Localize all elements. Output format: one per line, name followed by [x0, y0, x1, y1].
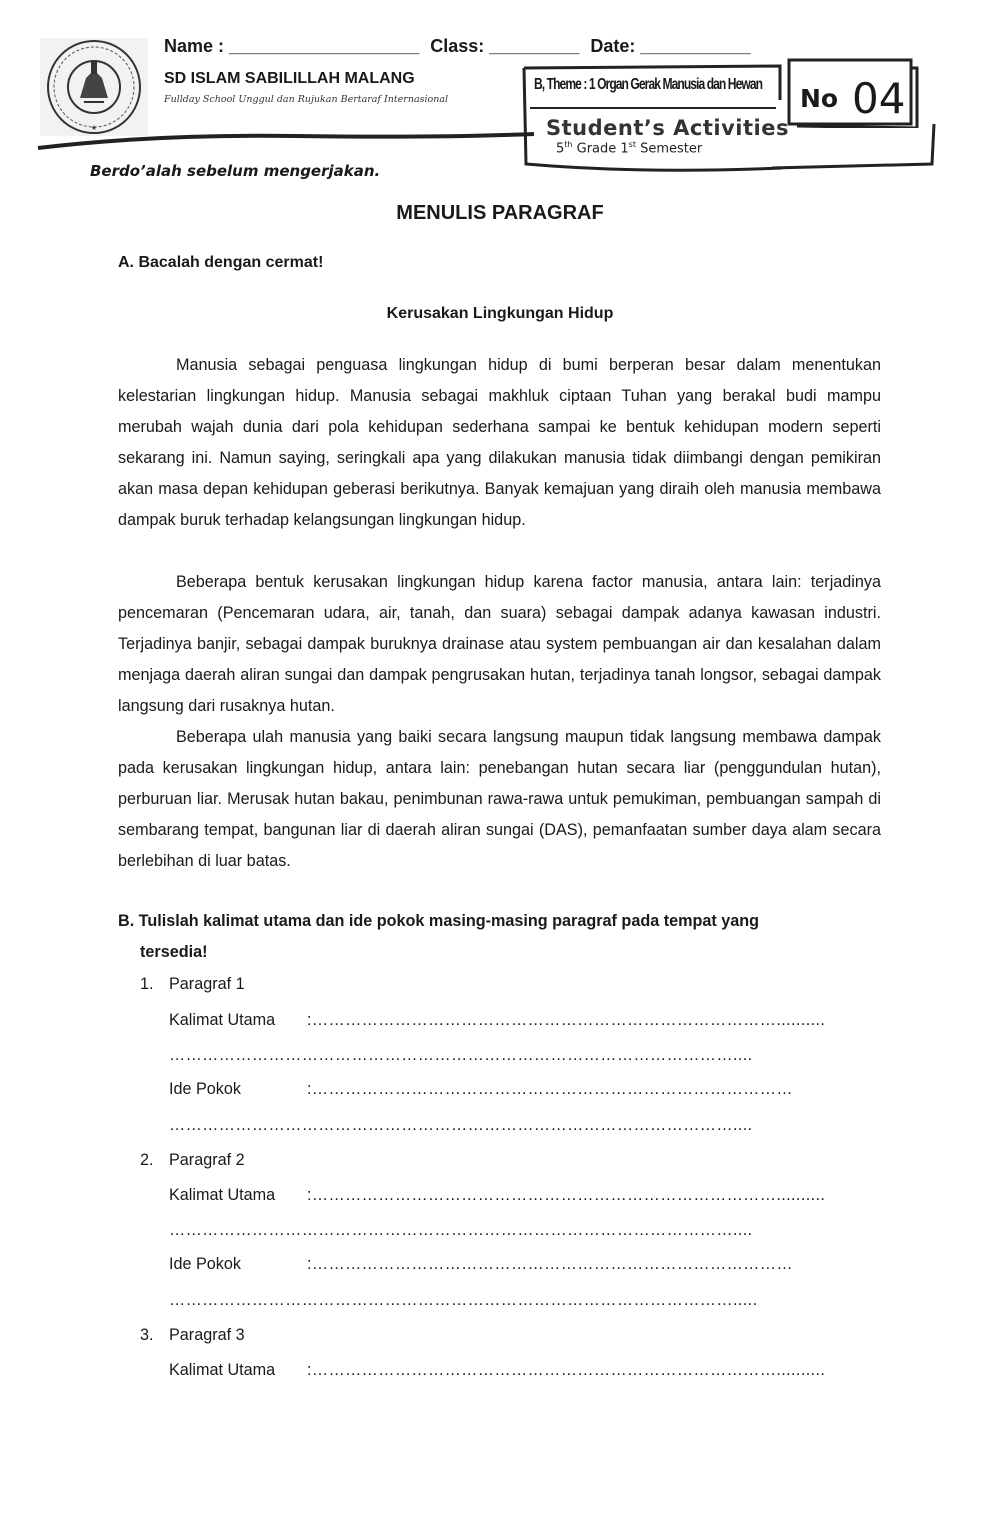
- student-info-row: [164, 36, 751, 57]
- grade-text: Grade 1: [572, 141, 629, 157]
- ide-pokok-answer-line[interactable]: :……………………………………………………………………………: [307, 1080, 793, 1098]
- item-number: 2.: [140, 1151, 154, 1169]
- school-seal: [40, 38, 148, 136]
- number-value: 04: [852, 74, 906, 123]
- school-tagline: Fullday School Unggul dan Rujukan Bertaraf Internasional: [164, 94, 449, 105]
- item-label: Paragraf 3: [169, 1326, 245, 1344]
- kalimat-utama-answer-line[interactable]: :…………………………………………………………………………..........: [307, 1186, 826, 1204]
- grade-number: 5: [556, 141, 565, 157]
- item-number: 1.: [140, 975, 154, 993]
- svg-text:★: ★: [90, 124, 98, 132]
- theme-title: B, Theme : 1 Organ Gerak Manusia dan Hewan: [534, 76, 763, 93]
- reading-paragraph-2: Beberapa bentuk kerusakan lingkungan hidup karena factor manusia, antara lain: terjadinya pencemaran (Pencemaran udara, air, tanah, dan suara) sebagai dampak adanya kawasan industri. Terjadinya banjir, sebagai dampak buruknya drainase atau system pembuangan air dan kesalahan dalam menjaga daerah aliran sungai dan dampak pengrusakan hutan, terjadinya tanah longsor, sebagai dampak langsung dari rusaknya hutan.: [118, 573, 881, 715]
- number-label: No: [800, 84, 839, 113]
- kalimat-utama-answer-line[interactable]: :…………………………………………………………………………..........: [307, 1011, 826, 1029]
- reading-paragraph-1: Manusia sebagai penguasa lingkungan hidup di bumi berperan besar dalam menentukan kelestarian lingkungan hidup. Manusia sebagai makhluk ciptaan Tuhan yang berakal budi mampu merubah wajah dunia dari pola kehidupan sederhana sampai ke bentuk kehidupan modern seperti sekarang ini. Namun saying, seringkali apa yang dilakukan manusia tidak diimbangi dengan pemikiran akan masa depan kehidupan geberasi berikutnya. Banyak kemajuan yang diraih oleh manusia membawa dampak buruk terhadap kelangsungan lingkungan hidup.: [118, 356, 881, 529]
- ide-pokok-continuation-line[interactable]: ………………………………………………………………………………………….....: [169, 1291, 758, 1309]
- ide-pokok-label: Ide Pokok: [169, 1080, 241, 1098]
- semester-text: Semester: [635, 141, 703, 157]
- school-name: SD ISLAM SABILILLAH MALANG: [164, 70, 415, 87]
- kalimat-utama-continuation-line[interactable]: …………………………………………………………………………………………....: [169, 1046, 753, 1064]
- kalimat-utama-label: Kalimat Utama: [169, 1011, 276, 1029]
- activities-title: Student’s Activities: [546, 116, 789, 140]
- section-b-line-1: B. Tulislah kalimat utama dan ide pokok masing-masing paragraf pada tempat yang: [118, 912, 760, 930]
- worksheet-title: MENULIS PARAGRAF: [396, 202, 604, 224]
- reading-paragraph-3: Beberapa ulah manusia yang baiki secara langsung maupun tidak langsung membawa dampak pada kerusakan lingkungan hidup, antara lain: penebangan hutan secara liar (penggundulan hutan), perburuan liar. Merusak hutan bakau, penimbunan rawa-rawa untuk pemukiman, pembuangan sampah di sembarang tempat, bangunan liar di daerah aliran sungai (DAS), pemanfaatan sumber daya alam secara berlebihan di luar batas.: [118, 728, 881, 870]
- kalimat-utama-label: Kalimat Utama: [169, 1186, 276, 1204]
- item-label: Paragraf 2: [169, 1151, 245, 1169]
- kalimat-utama-label: Kalimat Utama: [169, 1361, 276, 1379]
- reading-title: Kerusakan Lingkungan Hidup: [386, 305, 614, 322]
- section-b-line-2: tersedia!: [140, 943, 208, 961]
- theme-divider: [770, 120, 940, 170]
- kalimat-utama-continuation-line[interactable]: …………………………………………………………………………………………....: [169, 1221, 753, 1239]
- ide-pokok-answer-line[interactable]: :……………………………………………………………………………: [307, 1255, 793, 1273]
- ide-pokok-continuation-line[interactable]: …………………………………………………………………………………………....: [169, 1116, 753, 1134]
- date-field[interactable]: Date: ___________: [590, 36, 751, 56]
- ide-pokok-label: Ide Pokok: [169, 1255, 241, 1273]
- section-a-instruction: A. Bacalah dengan cermat!: [118, 254, 324, 271]
- kalimat-utama-answer-line[interactable]: :…………………………………………………………………………..........: [307, 1361, 826, 1379]
- semester-suffix: st: [628, 140, 636, 149]
- item-label: Paragraf 1: [169, 975, 245, 993]
- item-number: 3.: [140, 1326, 154, 1344]
- class-field[interactable]: Class: _________: [430, 36, 580, 56]
- prayer-note: Berdo’alah sebelum mengerjakan.: [90, 162, 381, 180]
- grade-suffix: th: [564, 140, 573, 149]
- section-b-instruction: [118, 906, 878, 968]
- header-divider: [36, 126, 536, 156]
- name-field[interactable]: Name : ___________________: [164, 36, 420, 56]
- grade-semester: [556, 140, 702, 156]
